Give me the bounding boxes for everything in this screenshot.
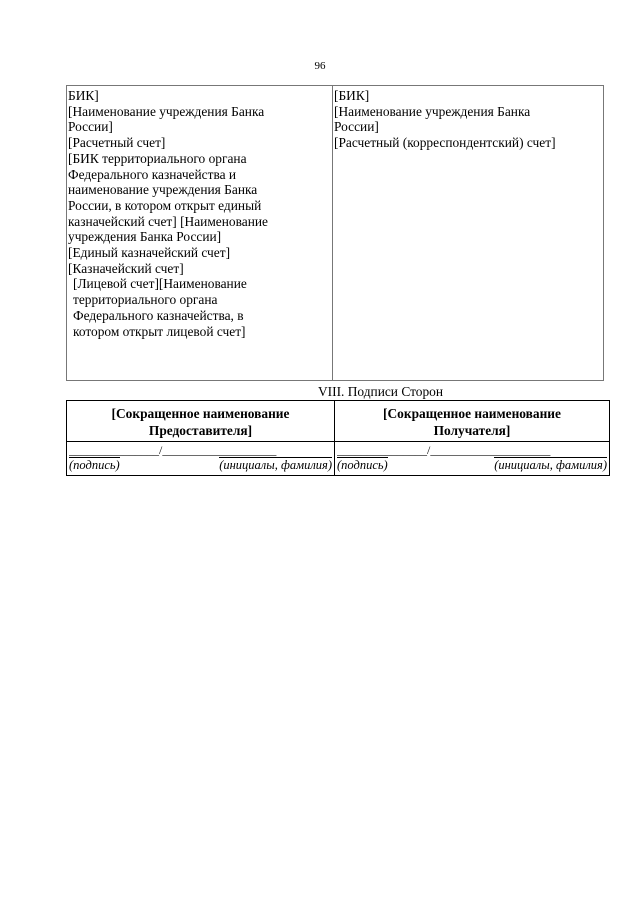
recipient-name-line: [Сокращенное наименование [383, 406, 561, 421]
signature-labels [69, 457, 332, 472]
bank-detail-line: России] [334, 119, 379, 135]
initials-label: (инициалы, фамилия) [494, 458, 607, 472]
provider-bank-details [67, 86, 333, 380]
recipient-signature-block [335, 401, 609, 475]
recipient-name-line: Получателя] [433, 423, 511, 438]
bank-detail-line: БИК] [68, 88, 99, 103]
bank-detail-line: казначейский счет] [Наименование [68, 213, 268, 229]
bank-detail-line: [Лицевой счет][Наименование [73, 276, 247, 292]
recipient-bank-details [333, 86, 603, 380]
divider [335, 441, 609, 442]
bank-detail-line: [Наименование учреждения Банка [334, 103, 531, 119]
signature-line: _______________/____________________ [337, 443, 551, 457]
provider-name-line: [Сокращенное наименование [111, 406, 290, 421]
bank-detail-line: учреждения Банка России] [68, 229, 222, 245]
bank-detail-line: [Наименование учреждения Банка [68, 103, 265, 119]
bank-detail-line: [БИК территориального органа [68, 150, 247, 166]
bank-detail-line: [БИК] [334, 88, 370, 103]
bank-detail-line: [Единый казначейский счет] [68, 245, 231, 261]
page-number: 96 [314, 60, 326, 72]
bank-detail-line: наименование учреждения Банка [68, 182, 258, 198]
section-title: VIII. Подписи Сторон [318, 384, 444, 399]
provider-signature-block [67, 401, 335, 475]
signature-label: (подпись) [69, 458, 120, 472]
bank-details-table [66, 85, 604, 381]
signature-line: _______________/___________________ [69, 443, 277, 457]
bank-detail-line: территориального органа [73, 292, 218, 308]
bank-detail-line: [Казначейский счет] [68, 260, 184, 276]
bank-detail-line: России] [68, 119, 113, 135]
bank-detail-line: [Расчетный счет] [68, 135, 166, 151]
bank-detail-line: Федерального казначейства, в [73, 307, 244, 323]
bank-detail-line: [Расчетный (корреспондентский) счет] [334, 135, 556, 151]
provider-name-line: Предоставителя] [148, 423, 253, 438]
signatures-table [66, 400, 610, 476]
bank-detail-line: России, в котором открыт единый [68, 197, 262, 213]
recipient-name [335, 405, 609, 439]
initials-label: (инициалы, фамилия) [219, 458, 332, 472]
signature-label: (подпись) [337, 458, 388, 472]
bank-detail-line: Федерального казначейства и [68, 166, 237, 182]
divider [67, 441, 334, 442]
provider-name [67, 405, 334, 439]
bank-detail-line: котором открыт лицевой счет] [73, 323, 246, 339]
signature-labels [337, 457, 607, 472]
